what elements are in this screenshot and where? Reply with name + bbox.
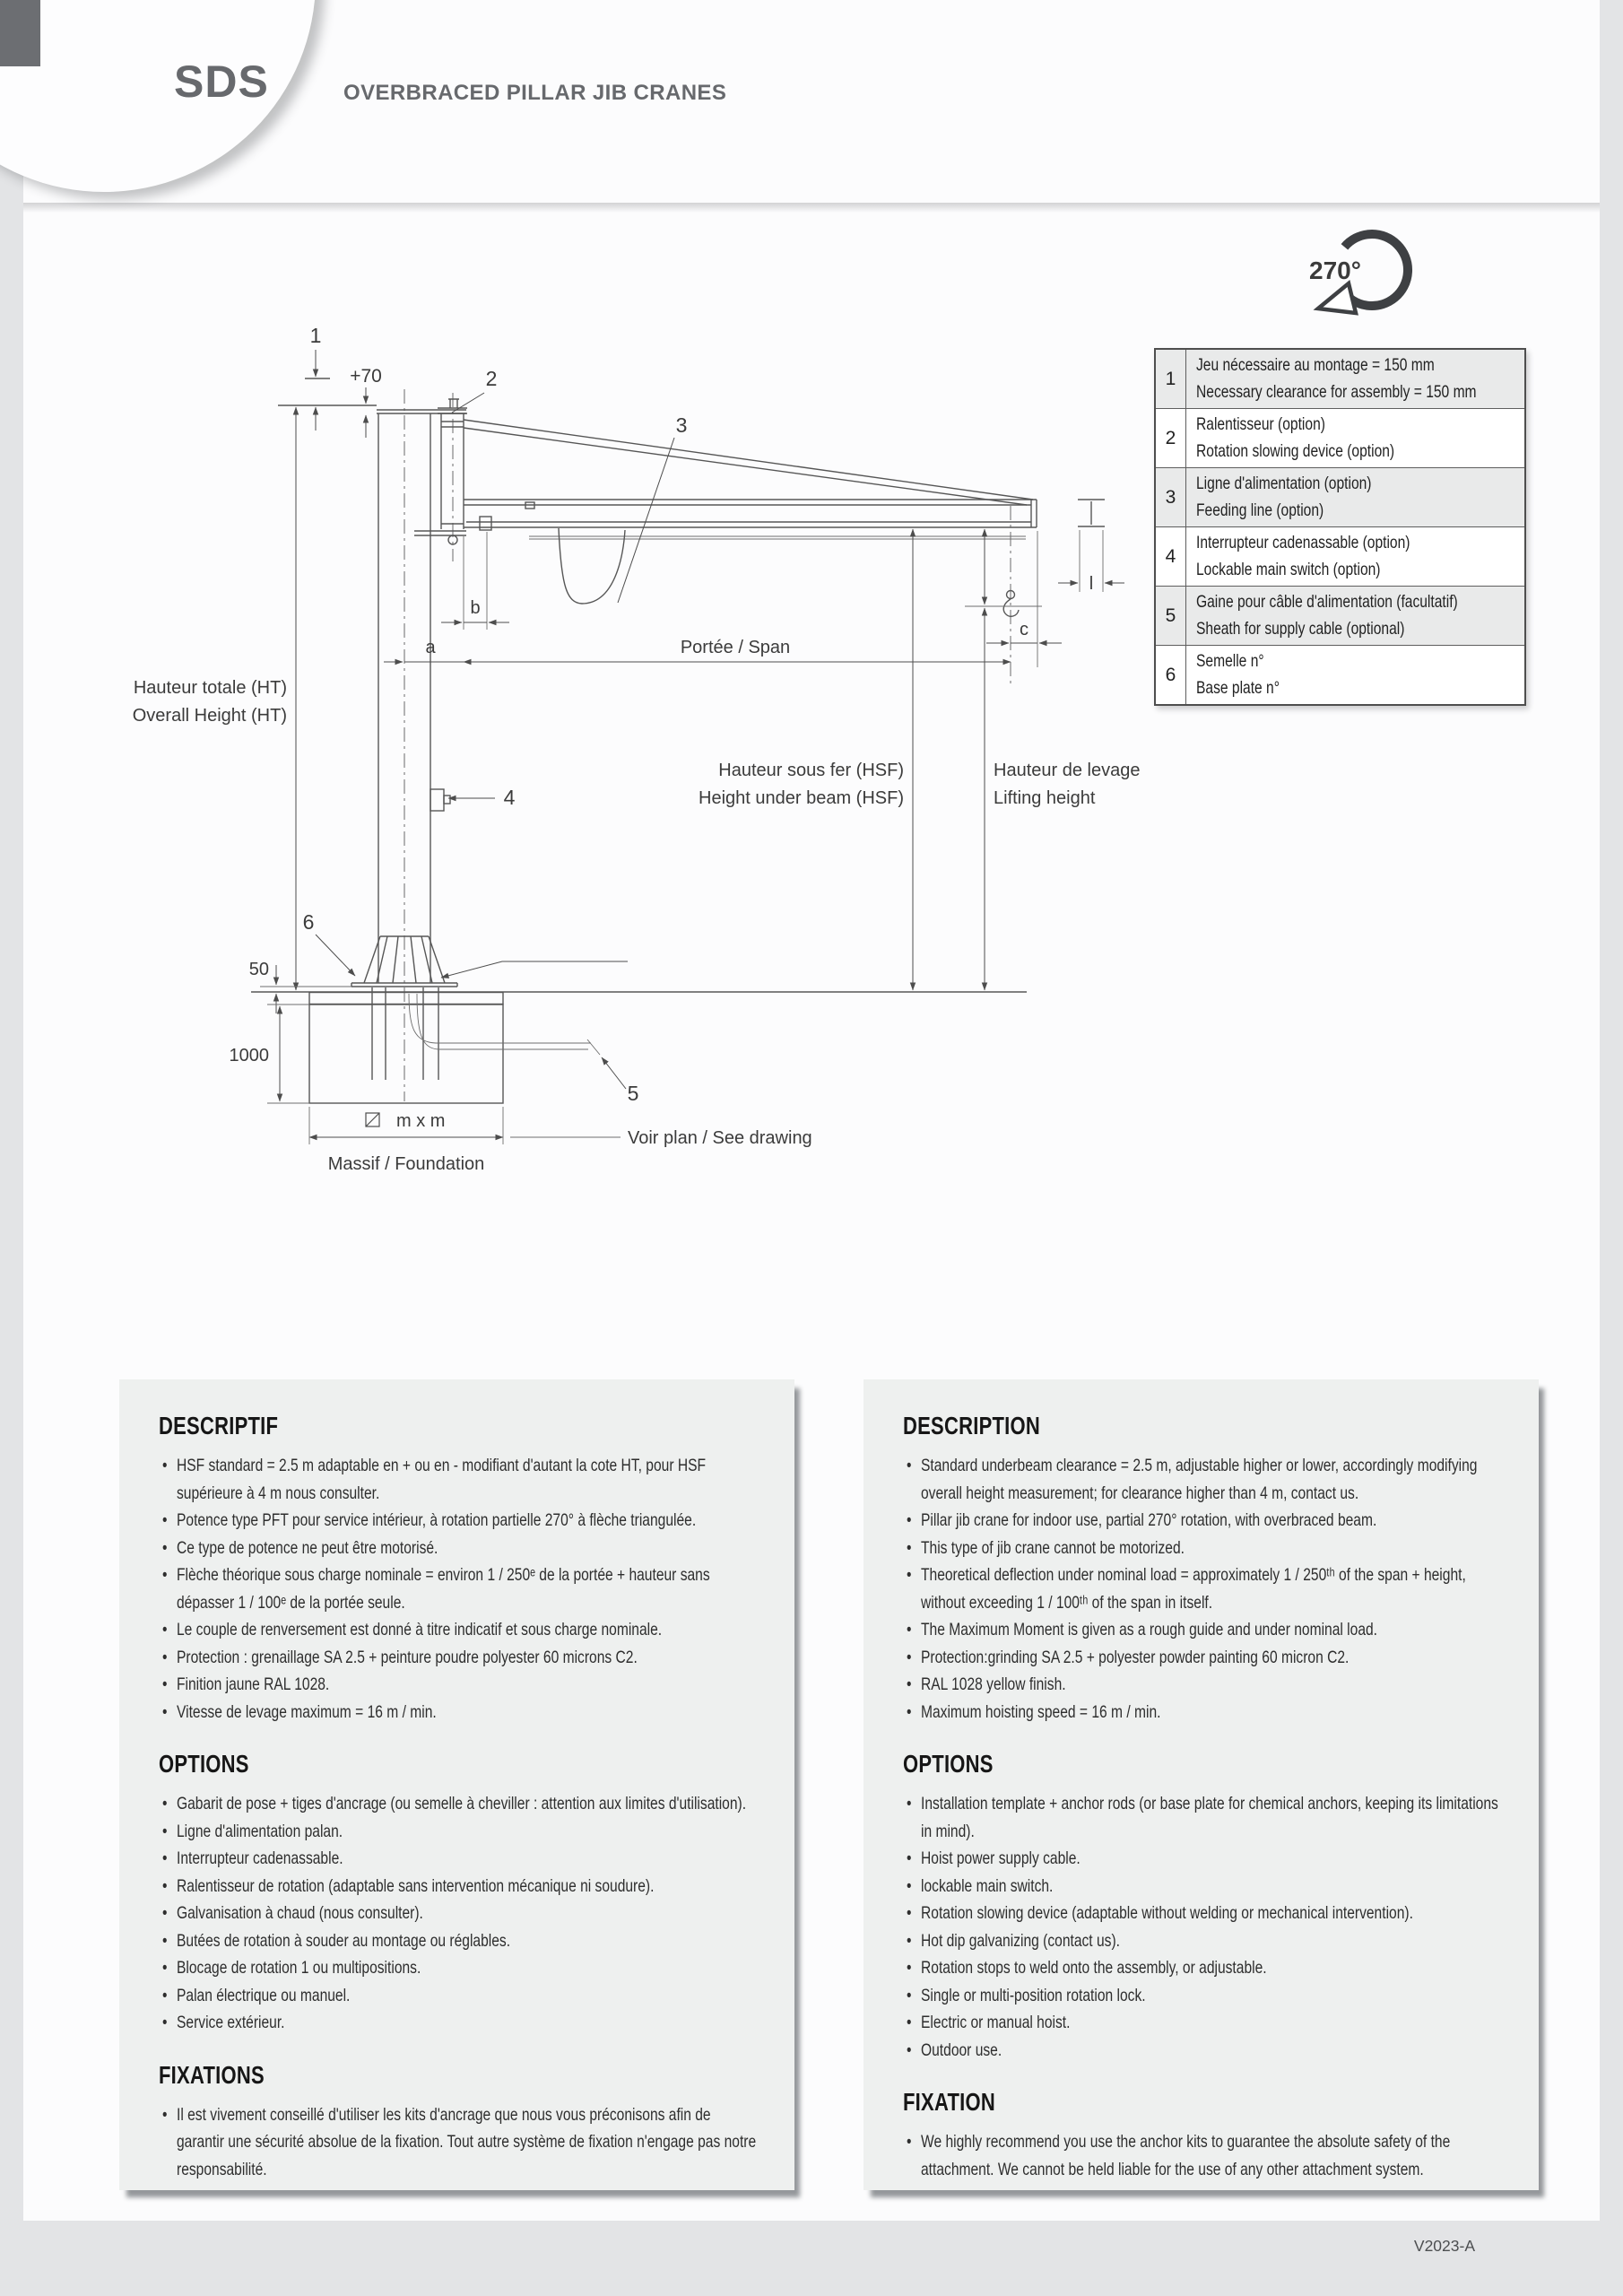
bullet-item: • Ligne d'alimentation palan. [159,1818,757,1846]
bullet-item: • Potence type PFT pour service intérieur, à rotation partielle 270° à flèche triangulée. [159,1507,757,1535]
bullet-item: • Ce type de potence ne peut être motorisé. [159,1535,757,1562]
span-label: Portée / Span [680,638,791,657]
rotation-270-icon [1291,221,1430,335]
header-divider-shadow [23,203,1600,213]
legend-text-en: Rotation slowing device (option) [1196,440,1395,461]
bullet-item: • Galvanisation à chaud (nous consulter). [159,1900,757,1927]
legend-row [1156,350,1524,408]
dim-b-label: b [470,598,481,618]
legend-row [1156,408,1524,467]
bullet-item: • Maximum hoisting speed = 16 m / min. [903,1699,1501,1726]
section-heading-options-en: OPTIONS [903,1750,994,1778]
bullet-item: • Butées de rotation à souder au montage ou réglables. [159,1927,757,1955]
bullet-item: • Rotation slowing device (adaptable without welding or mechanical intervention). [903,1900,1501,1927]
bullet-item: • Le couple de renversement est donné à titre indicatif et sous charge nominale. [159,1616,757,1644]
section-heading-descriptif: DESCRIPTIF [159,1412,279,1439]
dim-c-label: c [1020,620,1028,639]
grout-dim-label: 50 [248,960,269,979]
bullet-item: • Outdoor use. [903,2037,1501,2065]
legend-row [1156,526,1524,586]
legend-text-fr: Semelle n° [1196,651,1264,672]
bullet-item: • lockable main switch. [903,1873,1501,1900]
bullet-item: • HSF standard = 2.5 m adaptable en + ou en - modifiant d'autant la cote HT, pour HSF supérieure à 4 m nous consulter. [159,1452,757,1507]
bullet-item: • Pillar jib crane for indoor use, partial 270° rotation, with overbraced beam. [903,1507,1501,1535]
foundation-size-label: m x m [396,1111,446,1131]
foundation-depth-label: 1000 [229,1046,269,1065]
centerlines [404,389,1011,1101]
legend-row [1156,467,1524,526]
callout-1: 1 [309,324,322,347]
bullet-item: • Protection : grenaillage SA 2.5 + peinture poudre polyester 60 microns C2. [159,1644,757,1672]
legend-row-number: 5 [1156,587,1186,645]
section-heading-description: DESCRIPTION [903,1412,1040,1439]
legend-row-number: 2 [1156,409,1186,467]
bullet-item: • Service extérieur. [159,2009,757,2037]
dim-l-label: l [1089,574,1094,594]
bullet-item: • Single or multi-position rotation lock. [903,1982,1501,2010]
corner-accent [0,0,40,66]
options-list-fr [159,1790,757,2037]
fixation-list [903,2128,1501,2183]
dimension-lines [260,350,1124,1144]
bullet-item: • Finition jaune RAL 1028. [159,1671,757,1699]
bullet-item: • Flèche théorique sous charge nominale = environ 1 / 250ᵉ de la portée + hauteur sans dépasser 1 / 100ᵉ de la portée seule. [159,1561,757,1616]
callout-3: 3 [675,413,688,437]
legend-row-number: 1 [1156,350,1186,408]
foundation-square-icon [366,1113,379,1126]
bullet-item: • Theoretical deflection under nominal load = approximately 1 / 250ᵗʰ of the span + height, without exceeding 1 / 100ᵗʰ of the span in itself. [903,1561,1501,1616]
bullet-item: • Il est vivement conseillé d'utiliser les kits d'ancrage que nous vous préconisons afin de garantir une sécurité absolue de la fixation. Tout autre système de fixation n'engage pas notre responsabilité. [159,2101,757,2184]
bullet-item: • Hoist power supply cable. [903,1845,1501,1873]
section-heading-fixation: FIXATION [903,2088,995,2116]
bullet-item: • RAL 1028 yellow finish. [903,1671,1501,1699]
description-list [903,1452,1501,1726]
legend-text-fr: Interrupteur cadenassable (option) [1196,533,1410,553]
rotation-angle-label: 270° [1309,257,1361,284]
bullet-item: • Rotation stops to weld onto the assembly, or adjustable. [903,1954,1501,1982]
callout-2: 2 [485,367,498,390]
legend-text-en: Feeding line (option) [1196,500,1324,520]
bullet-item: • Interrupteur cadenassable. [159,1845,757,1873]
bullet-item: • This type of jib crane cannot be motorized. [903,1535,1501,1562]
lifting-height-en: Lifting height [994,788,1096,808]
under-beam-fr: Hauteur sous fer (HSF) [718,761,904,780]
legend-row-number: 3 [1156,468,1186,526]
callout-5: 5 [627,1082,639,1105]
bullet-item: • The Maximum Moment is given as a rough guide and under nominal load. [903,1616,1501,1644]
options-list-en [903,1790,1501,2064]
legend-row [1156,586,1524,645]
bullet-item: • Installation template + anchor rods (or base plate for chemical anchors, keeping its limitations in mind). [903,1790,1501,1845]
bullet-item: • Electric or manual hoist. [903,2009,1501,2037]
legend-table [1154,348,1526,706]
lifting-height-fr: Hauteur de levage [994,761,1141,780]
legend-row-number: 6 [1156,646,1186,704]
offset-70-label: +70 [350,366,382,387]
bullet-item: • Standard underbeam clearance = 2.5 m, adjustable higher or lower, accordingly modifying overall height measurement; for clearance higher than 4 m, contact us. [903,1452,1501,1507]
legend-text-en: Lockable main switch (option) [1196,559,1381,579]
legend-row-number: 4 [1156,527,1186,586]
document-version: V2023-A [1413,2237,1475,2255]
foundation-label: Massif / Foundation [327,1154,485,1174]
callout-4: 4 [503,786,516,809]
descriptif-list [159,1452,757,1726]
legend-text-fr: Gaine pour câble d'alimentation (facultatif) [1196,592,1458,613]
english-specs-box [864,1379,1539,2190]
bullet-item: • Palan électrique ou manuel. [159,1982,757,2010]
legend-text-en: Sheath for supply cable (optional) [1196,618,1405,639]
page-title: OVERBRACED PILLAR JIB CRANES [343,81,727,105]
see-drawing-label: Voir plan / See drawing [628,1128,812,1148]
bullet-item: • Ralentisseur de rotation (adaptable sans intervention mécanique ni soudure). [159,1873,757,1900]
bullet-item: • Blocage de rotation 1 ou multipositions. [159,1954,757,1982]
bullet-item: • We highly recommend you use the anchor kits to guarantee the absolute safety of the attachment. We cannot be held liable for the use of any other attachment system. [903,2128,1501,2183]
french-specs-box [119,1379,794,2190]
fixations-list [159,2101,757,2184]
legend-text-en: Necessary clearance for assembly = 150 mm [1196,381,1477,402]
legend-text-fr: Jeu nécessaire au montage = 150 mm [1196,355,1435,376]
bullet-item: • Gabarit de pose + tiges d'ancrage (ou semelle à cheviller : attention aux limites d'utilisation). [159,1790,757,1818]
legend-text-en: Base plate n° [1196,677,1280,698]
legend-row [1156,645,1524,704]
bullet-item: • Protection:grinding SA 2.5 + polyester powder painting 60 micron C2. [903,1644,1501,1672]
dim-a-label: a [425,638,436,657]
legend-text-fr: Ligne d'alimentation (option) [1196,474,1372,494]
brand-logo: SDS [174,57,269,107]
overall-height-fr: Hauteur totale (HT) [133,678,287,698]
technical-drawing [126,296,1184,1202]
under-beam-en: Height under beam (HSF) [699,788,904,808]
bullet-item: • Hot dip galvanizing (contact us). [903,1927,1501,1955]
overall-height-en: Overall Height (HT) [132,706,287,726]
legend-text-fr: Ralentisseur (option) [1196,414,1325,435]
bullet-item: • Vitesse de levage maximum = 16 m / min. [159,1699,757,1726]
section-heading-options-fr: OPTIONS [159,1750,249,1778]
section-heading-fixations: FIXATIONS [159,2060,265,2089]
callout-6: 6 [302,910,315,934]
